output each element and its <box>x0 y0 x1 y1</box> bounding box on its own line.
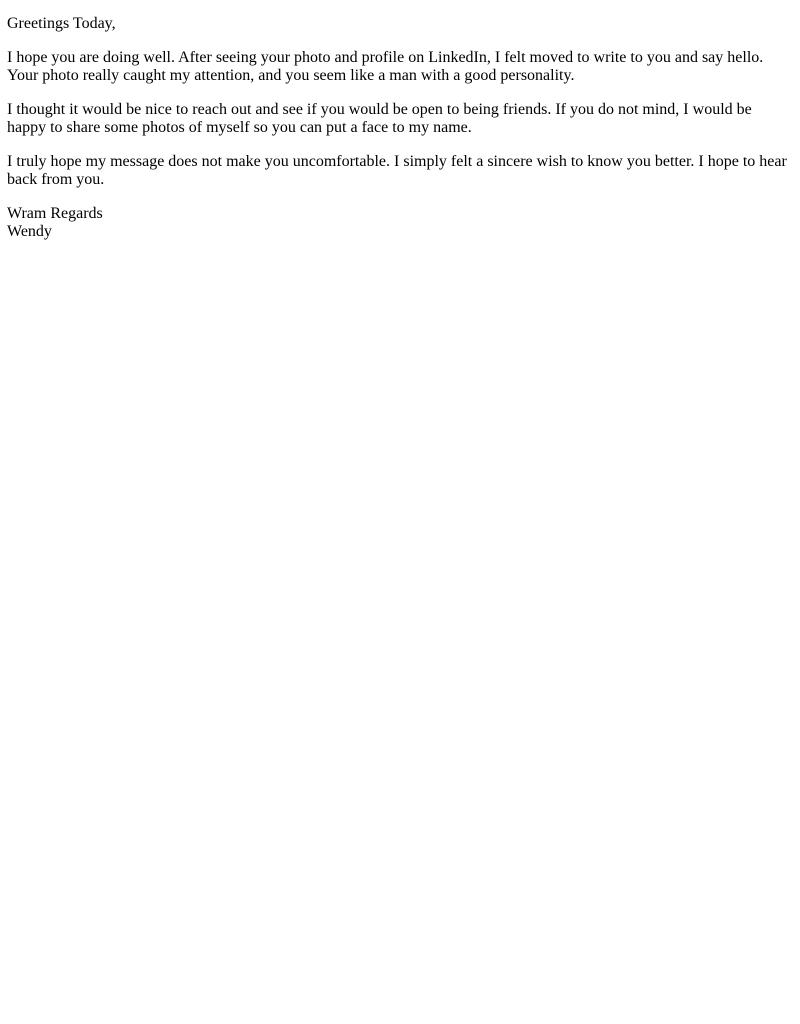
email-signoff <box>7 205 793 241</box>
email-body <box>7 15 793 241</box>
email-greeting: Greetings Today, <box>7 15 116 32</box>
email-paragraph-3: I truly hope my message does not make you uncomfortable. I simply felt a sincere wish to know you better. I hope to hear back from you. <box>7 153 787 188</box>
email-closing: Wram Regards <box>7 205 103 222</box>
email-paragraph-1: I hope you are doing well. After seeing your photo and profile on LinkedIn, I felt moved to write to you and say hello. Your photo really caught my attention, and you seem like a man with a good personality. <box>7 49 764 84</box>
email-paragraph-2: I thought it would be nice to reach out and see if you would be open to being friends. If you do not mind, I would be happy to share some photos of myself so you can put a face to my name. <box>7 101 752 136</box>
email-signature: Wendy <box>7 223 52 240</box>
